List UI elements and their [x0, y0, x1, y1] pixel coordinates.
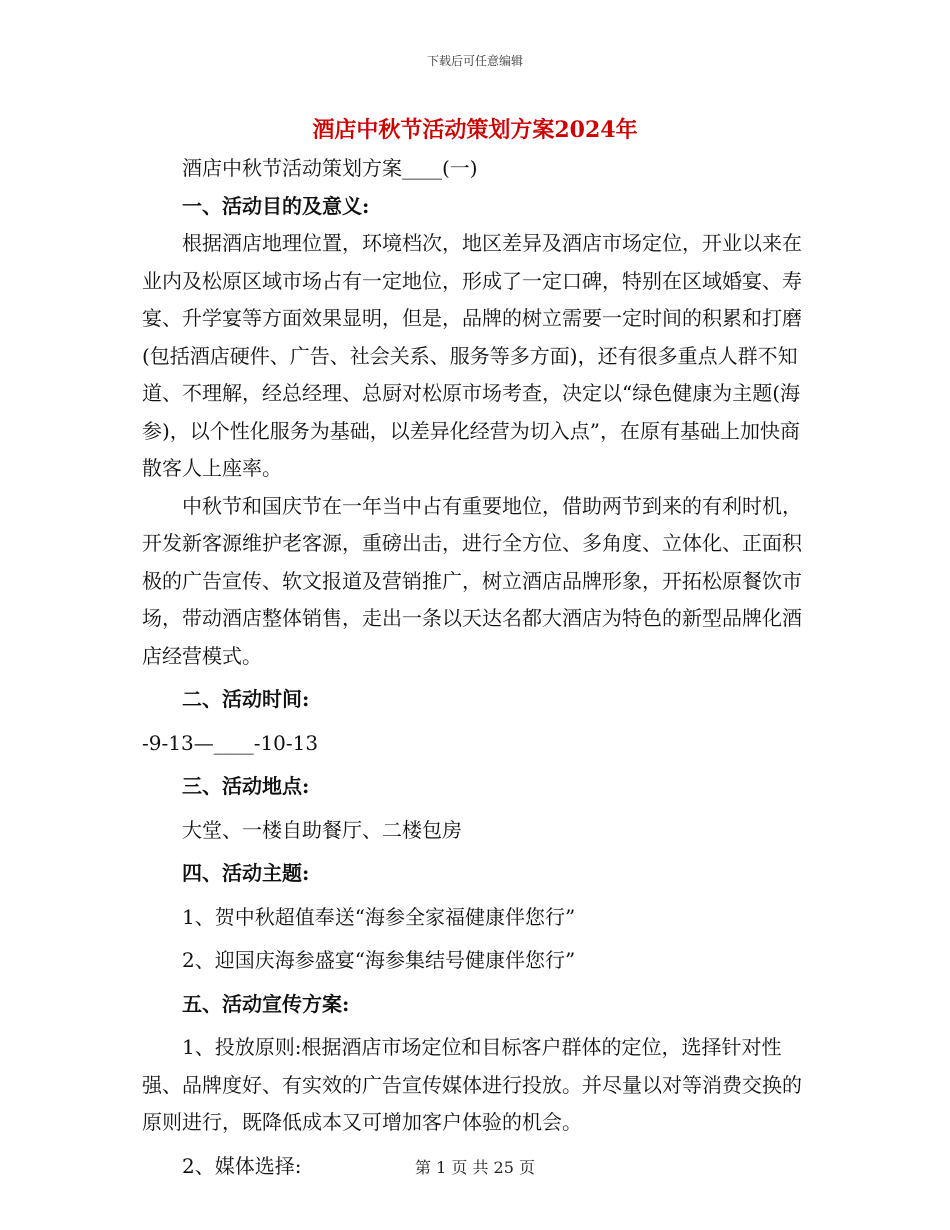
document-title: 酒店中秋节活动策划方案2024年 — [312, 117, 638, 143]
section-heading: 三、活动地点: — [182, 774, 310, 798]
paragraph: 中秋节和国庆节在一年当中占有重要地位，借助两节到来的有利时机，开发新客源维护老客源，重磅出击，进行全方位、多角度、立体化、正面积极的广告宣传、软文报道及营销推广，树立酒店品牌形象，开拓松原餐饮市场，带动酒店整体销售，走出一条以天达名都大酒店为特色的新型品牌化酒店经营模式。 — [142, 493, 802, 668]
paragraph: 根据酒店地理位置，环境档次，地区差异及酒店市场定位，开业以来在业内及松原区域市场占有一定地位，形成了一定口碑，特别在区域婚宴、寿宴、升学宴等方面效果显明，但是，品牌的树立需要一定时间的积累和打磨(包括酒店硬件、广告、社会关系、服务等多方面)，还有很多重点人群不知道、不理解，经总经理、总厨对松原市场考查，决定以“绿色健康为主题(海参)，以个性化服务为基础，以差异化经营为切入点”，在原有基础上加快商散客人上座率。 — [142, 231, 802, 480]
paragraph: 酒店中秋节活动策划方案____(一) — [182, 156, 478, 180]
page-footer: 第 1 页 共 25 页 — [415, 1158, 535, 1177]
paragraph: -9-13—____-10-13 — [142, 730, 319, 755]
section-heading: 四、活动主题: — [182, 861, 310, 885]
section-heading: 五、活动宣传方案: — [182, 991, 350, 1016]
section-heading: 一、活动目的及意义: — [182, 193, 370, 218]
list-item: 2、迎国庆海参盛宴“海参集结号健康伴您行” — [182, 948, 576, 972]
paragraph: 大堂、一楼自助餐厅、二楼包房 — [182, 817, 462, 842]
page-header: 下载后可任意编辑 — [426, 54, 523, 68]
list-item: 1、贺中秋超值奉送“海参全家福健康伴您行” — [182, 904, 576, 929]
document-body — [142, 150, 806, 1185]
paragraph: 2、媒体选择: — [182, 1153, 302, 1178]
paragraph: 1、投放原则:根据酒店市场定位和目标客户群体的定位，选择针对性强、品牌度好、有实效的广告宣传媒体进行投放。并尽量以对等消费交换的原则进行，既降低成本又可增加客户体验的机会。 — [142, 1035, 802, 1134]
section-heading: 二、活动时间: — [182, 687, 310, 711]
